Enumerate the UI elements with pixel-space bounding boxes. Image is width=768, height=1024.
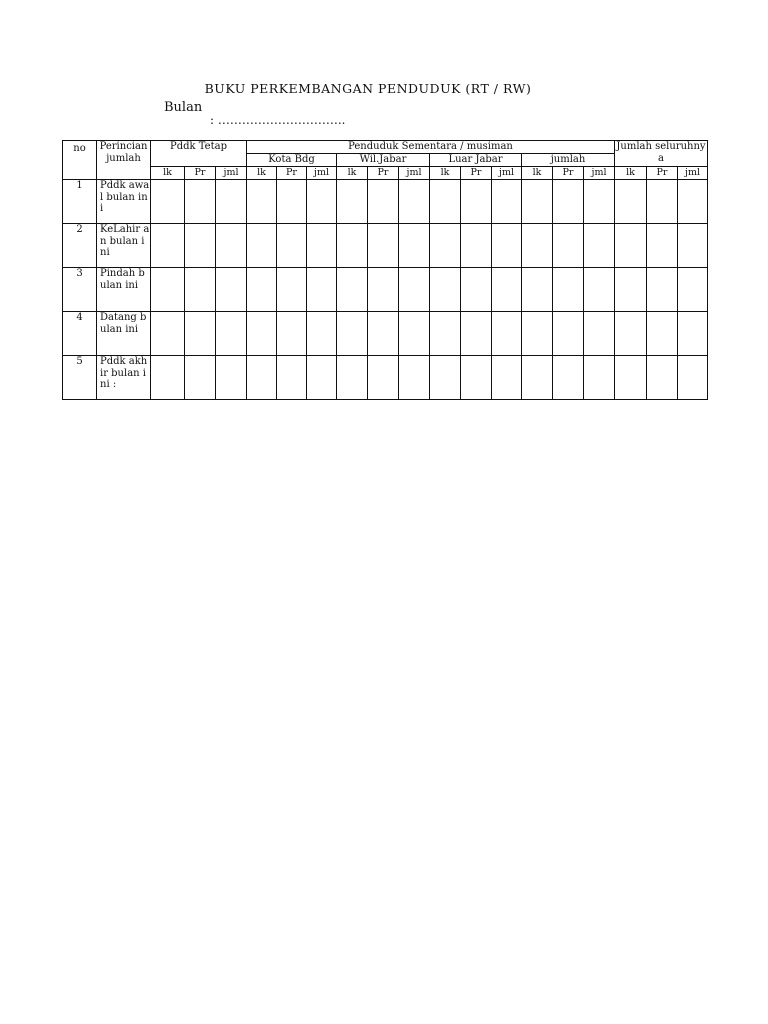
data-cell[interactable] [216,356,247,400]
data-cell[interactable] [277,180,307,224]
data-cell[interactable] [492,180,522,224]
row-rincian: Datang bulan ini [97,312,151,356]
data-cell[interactable] [615,224,647,268]
unit-header: jml [492,167,522,180]
data-cell[interactable] [277,356,307,400]
data-cell[interactable] [399,268,430,312]
data-cell[interactable] [185,356,216,400]
data-cell[interactable] [307,224,337,268]
data-cell[interactable] [247,312,277,356]
unit-header: jml [216,167,247,180]
row-rincian: Pindah bulan ini [97,268,151,312]
data-cell[interactable] [553,180,584,224]
data-cell[interactable] [337,268,368,312]
unit-header: lk [522,167,553,180]
data-cell[interactable] [584,268,615,312]
col-rincian-header: Perincian jumlah [97,141,151,180]
table-row [63,356,708,400]
data-cell[interactable] [522,312,553,356]
data-cell[interactable] [247,268,277,312]
data-cell[interactable] [522,268,553,312]
subgroup-header: Luar Jabar [430,154,522,167]
data-cell[interactable] [185,268,216,312]
unit-header: Pr [553,167,584,180]
data-cell[interactable] [151,268,185,312]
data-cell[interactable] [307,180,337,224]
data-cell[interactable] [399,356,430,400]
table-row [63,180,708,224]
unit-header: lk [430,167,461,180]
data-cell[interactable] [678,268,708,312]
data-cell[interactable] [151,356,185,400]
data-cell[interactable] [615,180,647,224]
data-cell[interactable] [461,312,492,356]
data-cell[interactable] [368,356,399,400]
data-cell[interactable] [522,356,553,400]
unit-header: Pr [461,167,492,180]
data-cell[interactable] [307,312,337,356]
data-cell[interactable] [399,180,430,224]
data-cell[interactable] [430,180,461,224]
data-cell[interactable] [522,180,553,224]
data-cell[interactable] [678,356,708,400]
data-cell[interactable] [615,268,647,312]
row-number: 3 [63,268,97,312]
data-cell[interactable] [307,268,337,312]
data-cell[interactable] [430,224,461,268]
unit-header: Pr [368,167,399,180]
data-cell[interactable] [492,268,522,312]
table-row [63,224,708,268]
row-number: 2 [63,224,97,268]
table-row [63,268,708,312]
unit-header: lk [615,167,647,180]
data-cell[interactable] [647,224,678,268]
data-cell[interactable] [461,356,492,400]
data-cell[interactable] [584,312,615,356]
data-cell[interactable] [461,180,492,224]
data-cell[interactable] [553,356,584,400]
data-cell[interactable] [368,180,399,224]
row-rincian: Pddk awal bulan ini [97,180,151,224]
data-cell[interactable] [678,312,708,356]
row-number: 1 [63,180,97,224]
data-cell[interactable] [368,224,399,268]
bulan-label: Bulan [164,100,203,115]
group-tetap-header: Pddk Tetap [151,141,247,167]
data-cell[interactable] [185,312,216,356]
data-cell[interactable] [337,312,368,356]
data-cell[interactable] [615,356,647,400]
data-cell[interactable] [151,224,185,268]
data-cell[interactable] [399,312,430,356]
data-cell[interactable] [368,268,399,312]
table-row [63,312,708,356]
data-cell[interactable] [151,180,185,224]
data-cell[interactable] [216,224,247,268]
unit-header: jml [307,167,337,180]
data-cell[interactable] [647,356,678,400]
subgroup-header: jumlah [522,154,615,167]
bulan-value: : ………………………….. [210,113,346,127]
row-rincian: KeLahir an bulan ini [97,224,151,268]
data-cell[interactable] [647,312,678,356]
row-number: 5 [63,356,97,400]
data-cell[interactable] [647,268,678,312]
unit-header: jml [399,167,430,180]
group-jumlah-header: Jumlah seluruhnya [615,141,708,167]
data-cell[interactable] [337,356,368,400]
data-cell[interactable] [337,224,368,268]
data-cell[interactable] [678,180,708,224]
unit-header: Pr [647,167,678,180]
data-cell[interactable] [647,180,678,224]
data-cell[interactable] [247,224,277,268]
data-cell[interactable] [492,312,522,356]
data-cell[interactable] [584,180,615,224]
data-cell[interactable] [185,180,216,224]
data-cell[interactable] [151,312,185,356]
data-cell[interactable] [553,312,584,356]
data-cell[interactable] [522,224,553,268]
subgroup-header: Wil.Jabar [337,154,430,167]
data-cell[interactable] [399,224,430,268]
data-cell[interactable] [277,268,307,312]
data-cell[interactable] [553,268,584,312]
data-cell[interactable] [277,312,307,356]
data-cell[interactable] [492,356,522,400]
subgroup-header: Kota Bdg [247,154,337,167]
data-cell[interactable] [615,312,647,356]
data-cell[interactable] [337,180,368,224]
unit-header: lk [247,167,277,180]
data-cell[interactable] [430,268,461,312]
data-cell[interactable] [461,224,492,268]
col-no-header: no [63,141,97,180]
data-cell[interactable] [216,268,247,312]
data-cell[interactable] [307,356,337,400]
unit-header: lk [337,167,368,180]
data-cell[interactable] [678,224,708,268]
data-cell[interactable] [461,268,492,312]
unit-header: lk [151,167,185,180]
data-cell[interactable] [584,356,615,400]
document-title: BUKU PERKEMBANGAN PENDUDUK (RT / RW) [204,81,532,96]
data-cell[interactable] [492,224,522,268]
data-cell[interactable] [368,312,399,356]
data-cell[interactable] [247,356,277,400]
data-cell[interactable] [553,224,584,268]
unit-header: Pr [277,167,307,180]
data-cell[interactable] [247,180,277,224]
unit-header: jml [584,167,615,180]
row-rincian: Pddk akhir bulan ini : [97,356,151,400]
unit-header: jml [678,167,708,180]
unit-header: Pr [185,167,216,180]
data-cell[interactable] [584,224,615,268]
group-sementara-header: Penduduk Sementara / musiman [247,141,615,154]
data-cell[interactable] [216,312,247,356]
population-table [62,140,708,400]
data-cell[interactable] [216,180,247,224]
data-cell[interactable] [185,224,216,268]
data-cell[interactable] [277,224,307,268]
data-cell[interactable] [430,356,461,400]
row-number: 4 [63,312,97,356]
data-cell[interactable] [430,312,461,356]
